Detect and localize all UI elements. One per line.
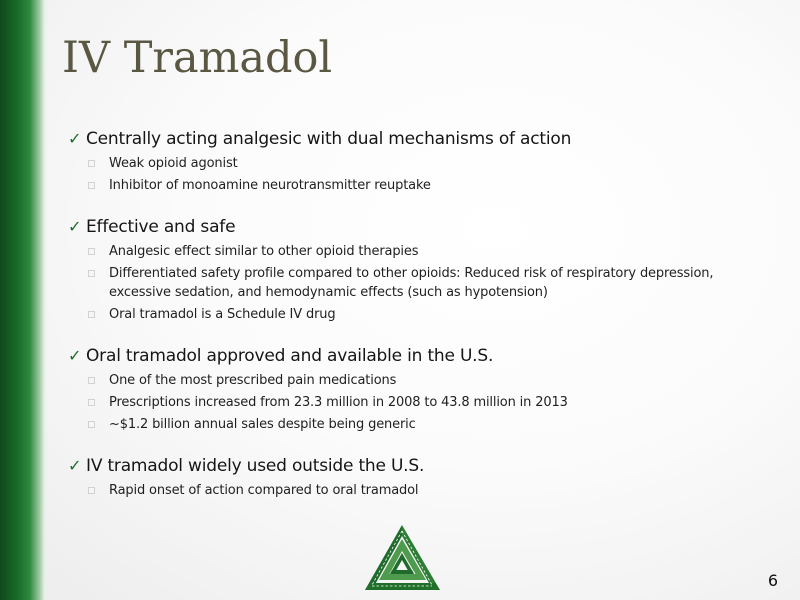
square-bullet-icon [88,311,95,318]
square-bullet-icon [88,248,95,255]
sub-point-text: One of the most prescribed pain medications [109,373,397,388]
main-point [68,216,768,238]
sub-point-text: Oral tramadol is a Schedule IV drug [109,307,336,322]
main-point-text: Oral tramadol approved and available in the U.S. [86,346,494,366]
section-oral-availability [68,345,768,434]
sub-point [88,481,768,500]
sub-point-text: Inhibitor of monoamine neurotransmitter reuptake [109,178,431,193]
checkmark-icon: ✓ [68,456,82,475]
sub-point-list [68,154,768,195]
sub-point-text: Prescriptions increased from 23.3 million in 2008 to 43.8 million in 2013 [109,395,568,410]
main-point-text: IV tramadol widely used outside the U.S. [86,456,425,476]
sub-point [88,393,768,412]
main-point-text: Effective and safe [86,217,236,237]
sub-point-text: ~$1.2 billion annual sales despite being generic [109,417,416,432]
square-bullet-icon [88,399,95,406]
triangle-logo-icon [360,522,448,592]
section-mechanism [68,128,768,195]
square-bullet-icon [88,160,95,167]
square-bullet-icon [88,487,95,494]
main-point-text: Centrally acting analgesic with dual mechanisms of action [86,129,572,149]
sub-point [88,371,768,390]
main-point [68,128,768,150]
sub-point [88,154,768,173]
sub-point [88,242,768,261]
checkmark-icon: ✓ [68,129,82,148]
sub-point-list [68,481,768,500]
sub-point-list [68,242,768,324]
checkmark-icon: ✓ [68,346,82,365]
square-bullet-icon [88,421,95,428]
slide-number: 6 [767,571,778,590]
sub-point [88,415,768,434]
slide-title: IV Tramadol [62,33,333,83]
sub-point [88,305,768,324]
slide-content [68,128,768,521]
square-bullet-icon [88,182,95,189]
main-point [68,345,768,367]
sub-point [88,264,768,302]
sub-point-text: Differentiated safety profile compared to other opioids: Reduced risk of respiratory depression, excessive sedation, and hemodynamic effects (such as hypotension) [109,266,714,300]
sub-point-list [68,371,768,434]
checkmark-icon: ✓ [68,217,82,236]
square-bullet-icon [88,270,95,277]
sub-point-text: Weak opioid agonist [109,156,238,171]
section-iv-outside-us [68,455,768,500]
sub-point [88,176,768,195]
square-bullet-icon [88,377,95,384]
main-point [68,455,768,477]
sub-point-text: Rapid onset of action compared to oral tramadol [109,483,419,498]
side-accent-bar [0,0,48,600]
sub-point-text: Analgesic effect similar to other opioid therapies [109,244,419,259]
section-effective-safe [68,216,768,324]
